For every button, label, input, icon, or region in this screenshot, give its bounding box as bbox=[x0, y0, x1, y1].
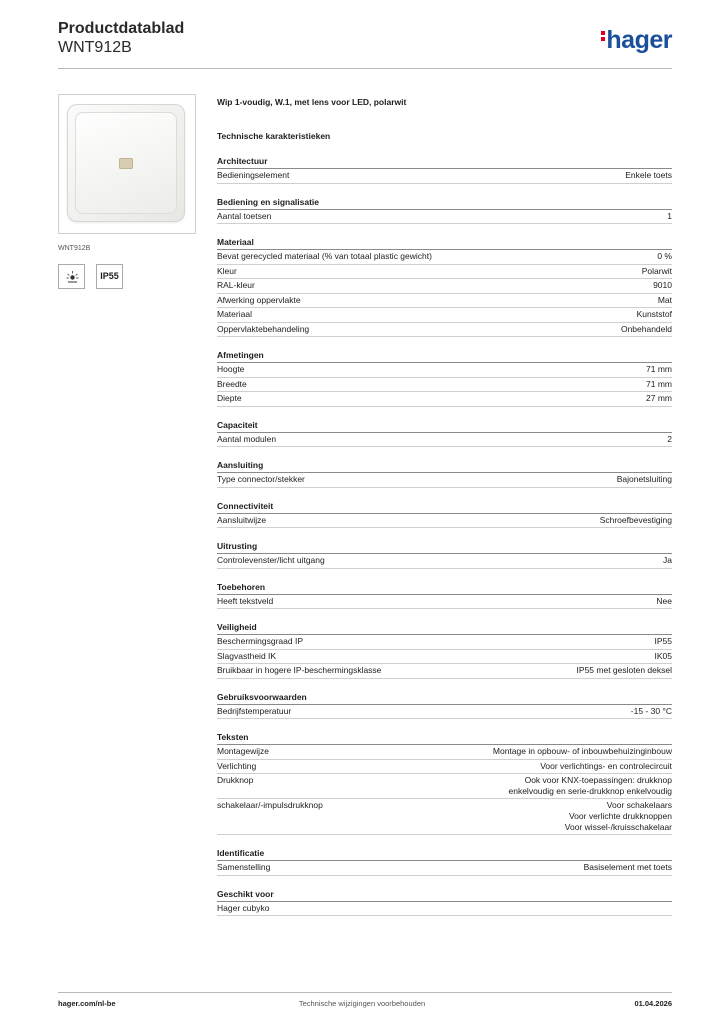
section-title: Toebehoren bbox=[217, 582, 672, 595]
spec-label: Beschermingsgraad IP bbox=[217, 636, 303, 646]
spec-content bbox=[217, 96, 672, 916]
spec-row bbox=[217, 210, 672, 225]
spec-row bbox=[217, 294, 672, 309]
spec-row bbox=[217, 635, 672, 650]
spec-label: Verlichting bbox=[217, 760, 257, 771]
spec-label: RAL-kleur bbox=[217, 280, 255, 290]
spec-row bbox=[217, 902, 672, 917]
spec-section bbox=[217, 582, 672, 610]
product-description: Wip 1-voudig, W.1, met lens voor LED, polarwit bbox=[217, 97, 407, 107]
document-title: Productdatablad bbox=[58, 20, 185, 37]
section-title: Connectiviteit bbox=[217, 501, 672, 514]
hager-logo: hager bbox=[601, 26, 672, 54]
spec-value: Onbehandeld bbox=[620, 323, 672, 334]
section-title: Identificatie bbox=[217, 848, 672, 861]
spec-row bbox=[217, 473, 672, 488]
spec-row bbox=[217, 378, 672, 393]
spec-value: Ja bbox=[663, 555, 672, 565]
spec-row bbox=[217, 392, 672, 407]
spec-label: Heeft tekstveld bbox=[217, 595, 274, 606]
section-title: Afmetingen bbox=[217, 350, 672, 363]
spec-value: Basiselement met toets bbox=[583, 862, 672, 872]
spec-label: Bedieningselement bbox=[217, 170, 290, 180]
spec-value: 27 mm bbox=[646, 393, 672, 403]
led-lens bbox=[119, 158, 133, 169]
spec-label: Oppervlaktebehandeling bbox=[217, 323, 310, 334]
spec-label: Slagvastheid IK bbox=[217, 650, 277, 661]
spec-value: IP55 met gesloten deksel bbox=[576, 665, 672, 675]
spec-section bbox=[217, 156, 672, 184]
switch-body bbox=[67, 104, 185, 222]
spec-section bbox=[217, 622, 672, 679]
spec-section bbox=[217, 889, 672, 917]
spec-value: Enkele toets bbox=[625, 170, 672, 180]
spec-label: Aansluitwijze bbox=[217, 514, 267, 525]
spec-row bbox=[217, 323, 672, 338]
footer-date: 01.04.2026 bbox=[634, 999, 672, 1008]
spec-label: Bedrijfstemperatuur bbox=[217, 705, 292, 716]
spec-value: Bajonetsluiting bbox=[616, 474, 672, 484]
section-title: Capaciteit bbox=[217, 420, 672, 433]
spec-value: Voor verlichtings- en controlecircuit bbox=[540, 760, 672, 771]
spec-label: Type connector/stekker bbox=[217, 474, 305, 484]
spec-row bbox=[217, 363, 672, 378]
spec-value: -15 - 30 °C bbox=[630, 705, 672, 716]
section-title: Aansluiting bbox=[217, 460, 672, 473]
section-title: Bediening en signalisatie bbox=[217, 197, 672, 210]
spec-row bbox=[217, 433, 672, 448]
tech-heading: Technische karakteristieken bbox=[217, 131, 331, 141]
spec-row bbox=[217, 705, 672, 720]
spec-value: IP55 bbox=[654, 636, 672, 646]
spec-label: Aantal modulen bbox=[217, 433, 277, 444]
spec-value: Voor schakelaars Voor verlichte drukknoppen Voor wissel-/kruisschakelaar bbox=[564, 800, 672, 832]
spec-label: Hoogte bbox=[217, 364, 245, 374]
spec-value: 1 bbox=[667, 210, 672, 221]
spec-section bbox=[217, 541, 672, 569]
header-divider bbox=[58, 68, 672, 69]
spec-label: Breedte bbox=[217, 378, 247, 389]
spec-label: Controlevenster/licht uitgang bbox=[217, 555, 325, 565]
spec-value: IK05 bbox=[654, 650, 672, 661]
spec-value: Nee bbox=[656, 595, 672, 606]
product-image bbox=[58, 94, 196, 234]
spec-section bbox=[217, 848, 672, 876]
spec-row bbox=[217, 664, 672, 679]
spec-section bbox=[217, 501, 672, 529]
spec-sections bbox=[217, 156, 672, 916]
spec-label: Montagewijze bbox=[217, 746, 269, 756]
spec-row bbox=[217, 595, 672, 610]
spec-value: 2 bbox=[667, 433, 672, 444]
spec-label: Bevat gerecycled materiaal (% van totaal plastic gewicht) bbox=[217, 251, 432, 261]
spec-row bbox=[217, 308, 672, 323]
section-title: Teksten bbox=[217, 732, 672, 745]
spec-label: Hager cubyko bbox=[217, 902, 270, 913]
spec-row bbox=[217, 265, 672, 280]
footer-website[interactable]: hager.com/nl-be bbox=[58, 999, 116, 1008]
section-title: Uitrusting bbox=[217, 541, 672, 554]
led-icon bbox=[58, 264, 85, 289]
spec-row bbox=[217, 554, 672, 569]
spec-row bbox=[217, 745, 672, 760]
spec-label: schakelaar/-impulsdrukknop bbox=[217, 800, 323, 810]
spec-section bbox=[217, 692, 672, 720]
spec-section bbox=[217, 420, 672, 448]
spec-value: Polarwit bbox=[641, 265, 672, 276]
spec-label: Bruikbaar in hogere IP-beschermingsklasse bbox=[217, 665, 382, 675]
spec-value: Mat bbox=[657, 294, 672, 305]
section-title: Materiaal bbox=[217, 237, 672, 250]
image-caption: WNT912B bbox=[58, 245, 91, 252]
section-title: Veiligheid bbox=[217, 622, 672, 635]
spec-section bbox=[217, 460, 672, 488]
spec-value: 71 mm bbox=[646, 378, 672, 389]
page-header bbox=[58, 20, 184, 57]
spec-row bbox=[217, 169, 672, 184]
section-title: Gebruiksvoorwaarden bbox=[217, 692, 672, 705]
product-code: WNT912B bbox=[58, 39, 132, 56]
spec-row bbox=[217, 799, 672, 835]
spec-label: Drukknop bbox=[217, 775, 254, 785]
switch-rocker bbox=[75, 112, 177, 214]
section-title: Architectuur bbox=[217, 156, 672, 169]
spec-row bbox=[217, 760, 672, 775]
spec-section bbox=[217, 732, 672, 835]
spec-label: Afwerking oppervlakte bbox=[217, 294, 301, 305]
spec-value: Kunststof bbox=[636, 309, 672, 319]
spec-value: Schroefbevestiging bbox=[599, 514, 672, 525]
spec-label: Aantal toetsen bbox=[217, 210, 272, 221]
spec-section bbox=[217, 350, 672, 407]
spec-label: Diepte bbox=[217, 393, 242, 403]
spec-row bbox=[217, 514, 672, 529]
section-title: Geschikt voor bbox=[217, 889, 672, 902]
spec-row bbox=[217, 861, 672, 876]
spec-value: 0 % bbox=[657, 251, 672, 261]
ip55-badge: IP55 bbox=[96, 264, 123, 289]
spec-value: 71 mm bbox=[646, 364, 672, 374]
spec-section bbox=[217, 237, 672, 337]
spec-value: Ook voor KNX-toepassingen: drukknop enkelvoudig en serie-drukknop enkelvoudig bbox=[508, 775, 672, 796]
footer-notice: Technische wijzigingen voorbehouden bbox=[298, 999, 426, 1008]
spec-row bbox=[217, 250, 672, 265]
spec-row bbox=[217, 650, 672, 665]
spec-label: Samenstelling bbox=[217, 862, 271, 872]
footer-divider bbox=[58, 992, 672, 993]
spec-label: Materiaal bbox=[217, 309, 252, 319]
spec-value: Montage in opbouw- of inbouwbehuizinginbouw bbox=[492, 746, 672, 756]
spec-section bbox=[217, 197, 672, 225]
spec-label: Kleur bbox=[217, 265, 237, 276]
spec-row bbox=[217, 774, 672, 799]
spec-value: 9010 bbox=[653, 280, 672, 290]
spec-row bbox=[217, 279, 672, 294]
